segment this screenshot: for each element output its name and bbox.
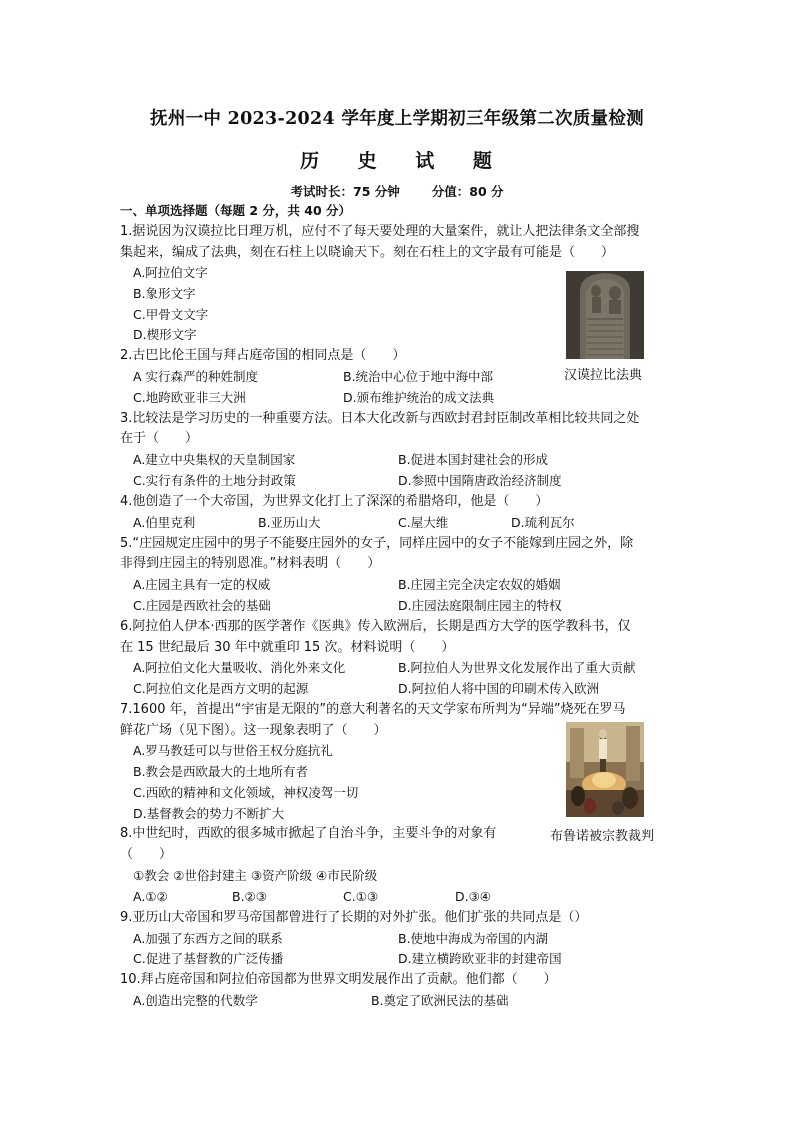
question-1-line-1: 1.据说因为汉谟拉比日理万机，应付不了每天要处理的大量案件，就让人把法律条文全部搜 [120, 224, 640, 239]
question-5-line-2: 非得到庄园主的特别恩准。”材料表明（ ） [120, 556, 381, 571]
question-9-option-d: D.建立横跨欧亚非的封建帝国 [398, 951, 562, 966]
question-8-line-1: 8.中世纪时，西欧的很多城市掀起了自治斗争，主要斗争的对象有 [120, 826, 497, 841]
question-7-option-d: D.基督教会的势力不断扩大 [133, 806, 285, 821]
question-6-option-c: C.阿拉伯文化是西方文明的起源 [133, 681, 309, 696]
question-6-line-1: 6.阿拉伯人伊本·西那的医学著作《医典》传入欧洲后，长期是西方大学的医学教科书，仅 [120, 619, 631, 634]
question-1-option-c: C.甲骨文文字 [133, 307, 209, 322]
exam-duration: 考试时长：75 分钟 [290, 184, 400, 199]
question-10-option-b: B.奠定了欧洲民法的基础 [371, 993, 509, 1008]
exam-subject: 历 史 试 题 [300, 150, 508, 172]
painting-caption: 布鲁诺被宗教裁判 [550, 829, 655, 844]
exam-info [0, 182, 794, 200]
question-9-option-b: B.使地中海成为帝国的内湖 [398, 931, 549, 946]
question-2-option-a: A 实行森严的种姓制度 [133, 369, 259, 384]
question-3-line-1: 3.比较法是学习历史的一种重要方法。日本大化改新与西欧封君封臣制改革相比较共同之处 [120, 411, 640, 426]
question-4-option-a: A.伯里克利 [133, 515, 196, 530]
question-8-choices: ①教会 ②世俗封建主 ③资产阶级 ④市民阶级 [133, 868, 378, 883]
question-4-line-1: 4.他创造了一个大帝国，为世界文化打上了深深的希腊烙印，他是（ ） [120, 494, 549, 509]
question-1-option-d: D.楔形文字 [133, 327, 197, 342]
question-3-line-2: 在于（ ） [120, 431, 199, 446]
painting-image [566, 722, 644, 817]
question-7-option-b: B.教会是西欧最大的土地所有者 [133, 764, 309, 779]
question-7-line-1: 7.1600 年，首提出“宇宙是无限的”的意大利著名的天文学家布所判为“异端”烧死在罗马 [120, 702, 626, 717]
stele-image [566, 271, 644, 359]
exam-title: 抚州一中 2023-2024 学年度上学期初三年级第二次质量检测 [150, 109, 644, 129]
question-9-line-1: 9.亚历山大帝国和罗马帝国都曾进行了长期的对外扩张。他们扩张的共同点是（） [120, 910, 588, 925]
question-10-line-1: 10.拜占庭帝国和阿拉伯帝国都为世界文明发展作出了贡献。他们都（ ） [120, 972, 557, 987]
question-9-option-c: C.促进了基督教的广泛传播 [133, 951, 284, 966]
question-2-line-1: 2.古巴比伦王国与拜占庭帝国的相同点是（ ） [120, 348, 406, 363]
exam-score: 分值：80 分 [431, 184, 504, 199]
question-7-option-a: A.罗马教廷可以与世俗王权分庭抗礼 [133, 743, 333, 758]
question-8-option-d: D.③④ [455, 889, 492, 904]
question-4-option-c: C.屋大维 [398, 515, 449, 530]
question-1-option-a: A.阿拉伯文字 [133, 265, 208, 280]
question-5-option-a: A.庄园主具有一定的权威 [133, 577, 271, 592]
question-10-option-a: A.创造出完整的代数学 [133, 993, 258, 1008]
question-9-option-a: A.加强了东西方之间的联系 [133, 931, 283, 946]
question-5-option-b: B.庄园主完全决定农奴的婚姻 [398, 577, 561, 592]
question-2-option-d: D.颁布维护统治的成文法典 [343, 390, 495, 405]
question-3-option-b: B.促进本国封建社会的形成 [398, 452, 549, 467]
question-3-option-d: D.参照中国隋唐政治经济制度 [398, 473, 562, 488]
question-1-line-2: 集起来，编成了法典，刻在石柱上以晓谕天下。刻在石柱上的文字最有可能是（ ） [120, 245, 615, 260]
question-5-line-1: 5.“庄园规定庄园中的男子不能娶庄园外的女子，同样庄园中的女子不能嫁到庄园之外，除 [120, 536, 634, 551]
question-7-line-2: 鲜花广场（见下图）。这一现象表明了（ ） [120, 723, 387, 738]
question-4-option-b: B.亚历山大 [258, 515, 321, 530]
question-3-option-c: C.实行有条件的土地分封政策 [133, 473, 296, 488]
question-2-option-c: C.地跨欧亚非三大洲 [133, 390, 246, 405]
question-5-option-d: D.庄园法庭限制庄园主的特权 [398, 598, 562, 613]
question-4-option-d: D.琉利瓦尔 [511, 515, 575, 530]
question-6-option-b: B.阿拉伯人为世界文化发展作出了重大贡献 [398, 660, 636, 675]
stele-caption: 汉谟拉比法典 [564, 368, 643, 383]
question-3-option-a: A.建立中央集权的天皇制国家 [133, 452, 296, 467]
question-5-option-c: C.庄园是西欧社会的基础 [133, 598, 271, 613]
section-heading: 一、单项选择题（每题 2 分，共 40 分） [120, 203, 352, 218]
question-2-option-b: B.统治中心位于地中海中部 [343, 369, 494, 384]
question-7-option-c: C.西欧的精神和文化领域，神权凌驾一切 [133, 785, 359, 800]
question-8-option-b: B.②③ [232, 889, 267, 904]
question-8-line-2: （ ） [120, 847, 173, 862]
question-8-option-c: C.①③ [343, 889, 379, 904]
question-6-option-a: A.阿拉伯文化大量吸收、消化外来文化 [133, 660, 346, 675]
question-6-option-d: D.阿拉伯人将中国的印刷术传入欧洲 [398, 681, 600, 696]
question-1-option-b: B.象形文字 [133, 286, 196, 301]
question-6-line-2: 在 15 世纪最后 30 年中就重印 15 次。材料说明（ ） [120, 640, 455, 655]
question-8-option-a: A.①② [133, 889, 168, 904]
